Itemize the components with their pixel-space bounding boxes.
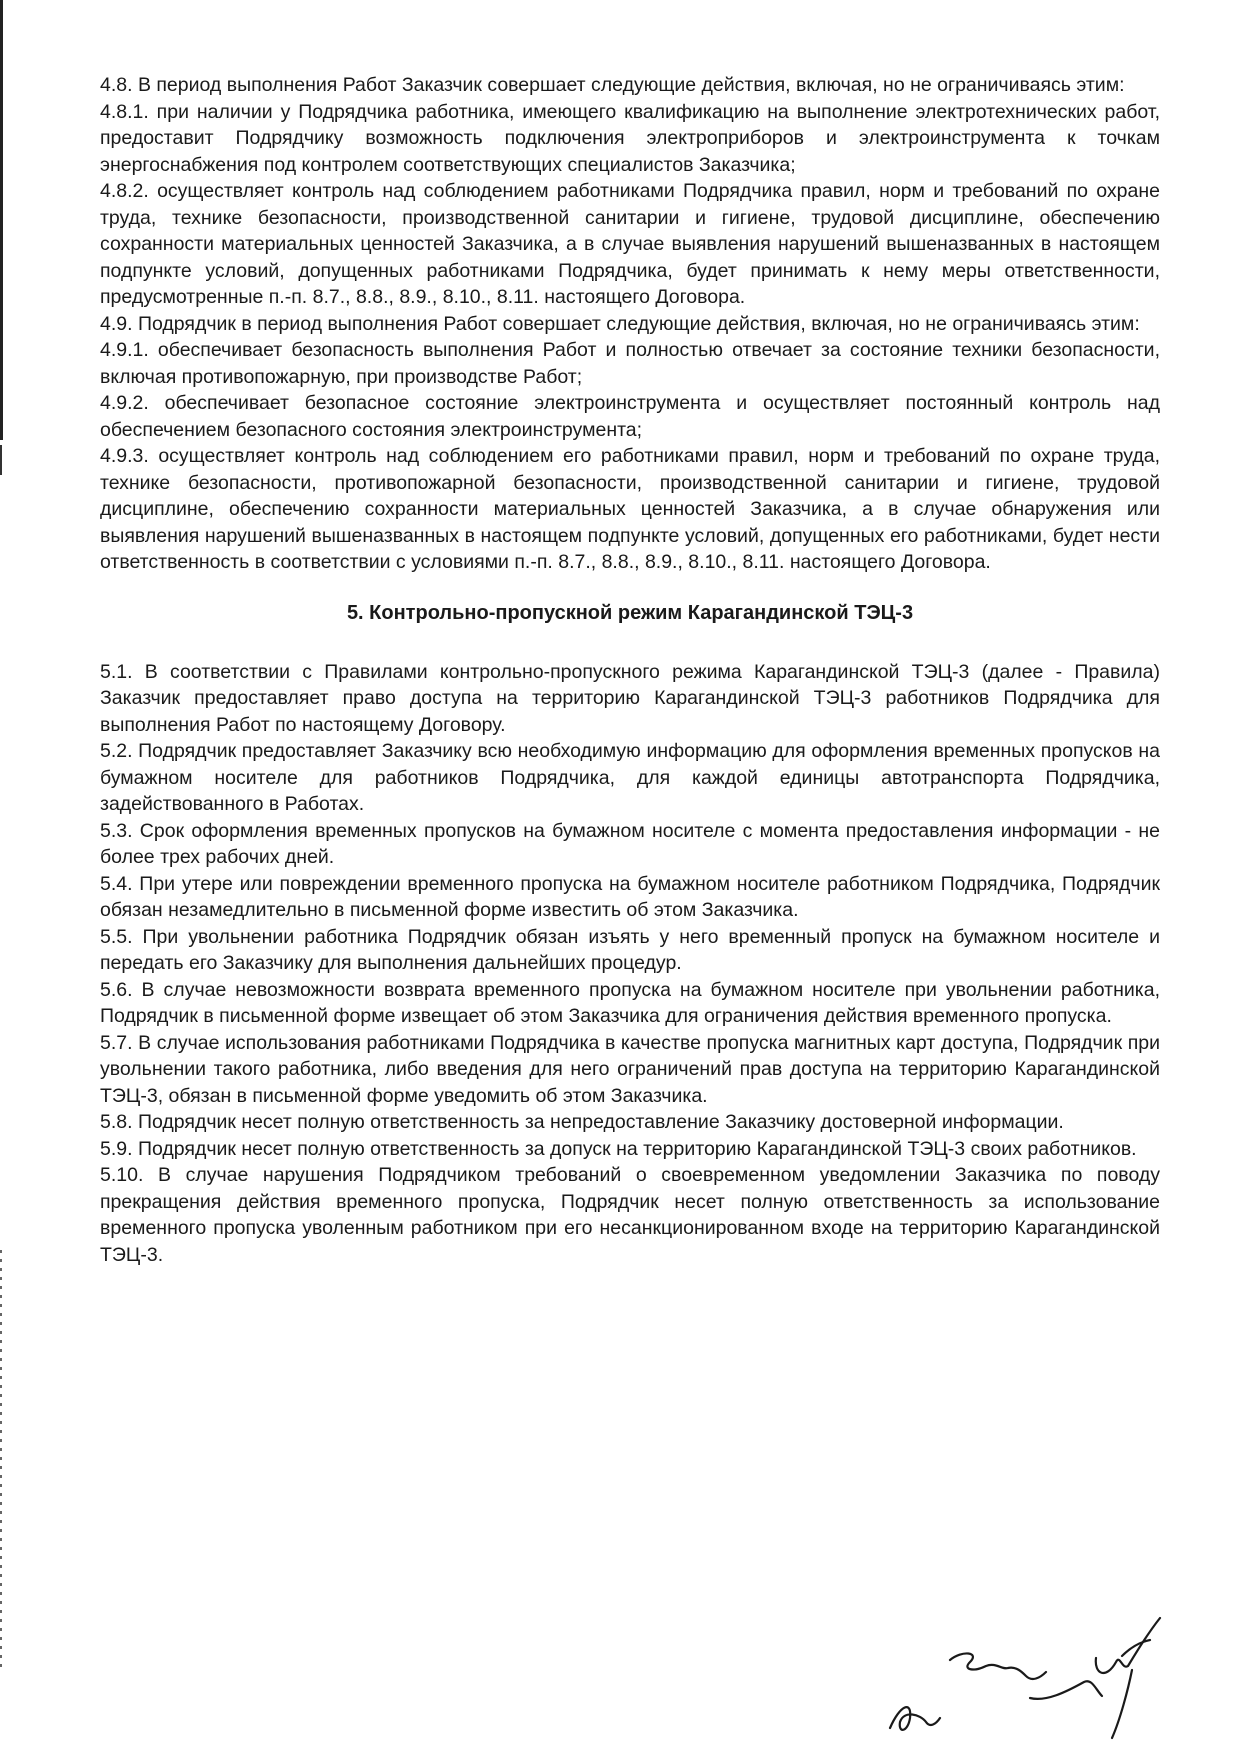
clause-5-6: 5.6. В случае невозможности возврата временного пропуска на бумажном носителе при увольнении работника, Подрядчик в письменной форме извещает об этом Заказчика для ограничения действия временного пропуска. [100,978,1160,1027]
document-page [100,72,1160,1268]
scan-edge-mark [0,1250,2,1670]
clause-4-8-2: 4.8.2. осуществляет контроль над соблюдением работниками Подрядчика правил, норм и требований по охране труда, технике безопасности, производственной санитарии и гигиене, трудовой дисциплине, обеспечению сохранности материальных ценностей Заказчика, а в случае выявления нарушений вышеназванных в настоящем подпункте условий, допущенных работниками Подрядчика, будет принимать к нему меры ответственности, предусмотренные п.-п. 8.7., 8.8., 8.9., 8.10., 8.11. настоящего Договора. [100,180,1160,308]
clause-4-9: 4.9. Подрядчик в период выполнения Работ совершает следующие действия, включая, но не ограничиваясь этим: [100,312,1140,335]
scan-edge-mark [0,445,2,475]
clause-5-2: 5.2. Подрядчик предоставляет Заказчику всю необходимую информацию для оформления временных пропусков на бумажном носителе для работников Подрядчика, для каждой единицы автотранспорта Подрядчика, задействованного в Работах. [100,740,1160,815]
scan-edge-line [0,0,3,440]
clause-5-8: 5.8. Подрядчик несет полную ответственность за непредоставление Заказчику достоверной информации. [100,1111,1064,1133]
clause-4-9-3: 4.9.3. осуществляет контроль над соблюдением его работниками правил, норм и требований по охране труда, технике безопасности, противопожарной безопасности, производственной санитарии и гигиене, трудовой дисциплине, обеспечению сохранности материальных ценностей Заказчика, а в случае обнаружения или выявления нарушений вышеназванных в настоящем подпункте условий, допущенных его работниками, будет нести ответственность в соответствии с условиями п.-п. 8.7., 8.8., 8.9., 8.10., 8.11. настоящего Договора. [100,445,1160,573]
clause-4-9-2: 4.9.2. обеспечивает безопасное состояние электроинструмента и осуществляет постоянный контроль над обеспечением безопасного состояния электроинструмента; [100,392,1160,441]
clause-5-3: 5.3. Срок оформления временных пропусков на бумажном носителе с момента предоставления информации - не более трех рабочих дней. [100,819,1160,868]
handwritten-signature [870,1610,1170,1740]
clause-5-4: 5.4. При утере или повреждении временного пропуска на бумажном носителе работником Подрядчика, Подрядчик обязан незамедлительно в письменной форме известить об этом Заказчика. [100,872,1160,921]
clause-5-10: 5.10. В случае нарушения Подрядчиком требований о своевременном уведомлении Заказчика по поводу прекращения действия временного пропуска, Подрядчик несет полную ответственность за использование временного пропуска уволенным работником при его несанкционированном входе на территорию Карагандинской ТЭЦ-3. [100,1164,1160,1266]
clause-5-1: 5.1. В соответствии с Правилами контрольно-пропускного режима Карагандинской ТЭЦ-3 (далее - Правила) Заказчик предоставляет право доступа на территорию Карагандинской ТЭЦ-3 работников Подрядчика для выполнения Работ по настоящему Договору. [100,660,1160,736]
clause-5-5: 5.5. При увольнении работника Подрядчик обязан изъять у него временный пропуск на бумажном носителе и передать его Заказчику для выполнения дальнейших процедур. [100,925,1160,974]
clause-5-9: 5.9. Подрядчик несет полную ответственность за допуск на территорию Карагандинской ТЭЦ-3 своих работников. [100,1137,1137,1160]
section-4-body [100,72,1160,576]
clause-4-8: 4.8. В период выполнения Работ Заказчик совершает следующие действия, включая, но не ограничиваясь этим: [100,74,1125,96]
clause-5-7: 5.7. В случае использования работниками Подрядчика в качестве пропуска магнитных карт доступа, Подрядчик при увольнении такого работника, либо введения для него ограничений прав доступа на территорию Карагандинской ТЭЦ-3, обязан в письменной форме уведомить об этом Заказчика. [100,1031,1160,1107]
section-5-heading: 5. Контрольно-пропускной режим Карагандинской ТЭЦ-3 [346,601,914,624]
clause-4-8-1: 4.8.1. при наличии у Подрядчика работника, имеющего квалификацию на выполнение электротехнических работ, предоставит Подрядчику возможность подключения электроприборов и электроинструмента к точкам энергоснабжения под контролем соответствующих специалистов Заказчика; [100,100,1160,176]
section-5-body [100,659,1160,1269]
clause-4-9-1: 4.9.1. обеспечивает безопасность выполнения Работ и полностью отвечает за состояние техники безопасности, включая противопожарную, при производстве Работ; [100,339,1160,388]
